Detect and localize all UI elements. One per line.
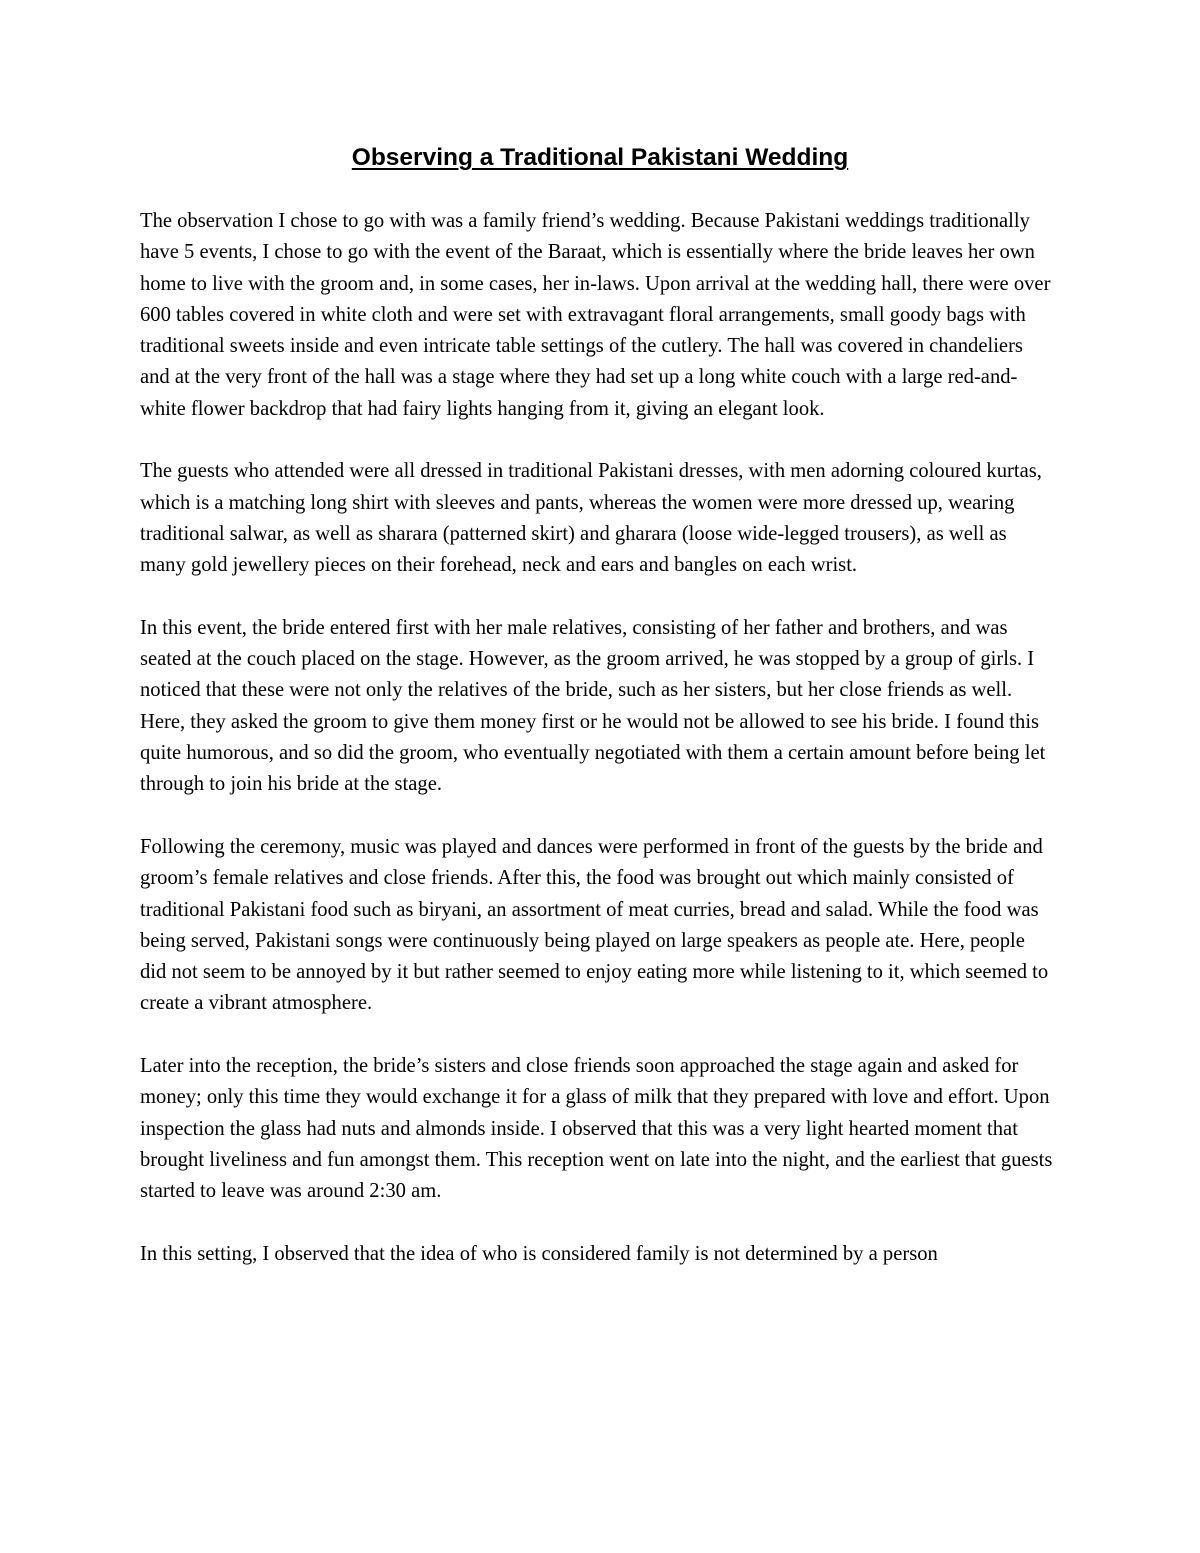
document-body [140,206,1056,1301]
paragraph: Following the ceremony, music was played and dances were performed in front of the guests by the bride and groom’s female relatives and close friends. After this, the food was brought out which mainly consisted of traditional Pakistani food such as biryani, an assortment of meat curries, bread and salad. While the food was being served, Pakistani songs were continuously being played on large speakers as people ate. Here, people did not seem to be annoyed by it but rather seemed to enjoy eating more while listening to it, which seemed to create a vibrant atmosphere. [140,835,1049,1015]
paragraph: The guests who attended were all dressed in traditional Pakistani dresses, with men adorning coloured kurtas, which is a matching long shirt with sleeves and pants, whereas the women were more dressed up, wearing traditional salwar, as well as sharara (patterned skirt) and gharara (loose wide-legged trousers), as well as many gold jewellery pieces on their forehead, neck and ears and bangles on each wrist. [140,460,1042,577]
paragraph: Later into the reception, the bride’s sisters and close friends soon approached the stage again and asked for money; only this time they would exchange it for a glass of milk that they prepared with love and effort. Upon inspection the glass had nuts and almonds inside. I observed that this was a very light hearted moment that brought liveliness and fun amongst them. This reception went on late into the night, and the earliest that guests started to leave was around 2:30 am. [140,1055,1053,1203]
paragraph: In this event, the bride entered first with her male relatives, consisting of her father and brothers, and was seated at the couch placed on the stage. However, as the groom arrived, he was stopped by a group of girls. I noticed that these were not only the relatives of the bride, such as her sisters, but her close friends as well. Here, they asked the groom to give them money first or he would not be allowed to see his bride. I found this quite humorous, and so did the groom, who eventually negotiated with them a certain amount before being let through to join his bride at the stage. [140,616,1046,796]
document-title: Observing a Traditional Pakistani Wedding [351,144,849,171]
paragraph: In this setting, I observed that the idea of who is considered family is not determined by a person [140,1242,938,1265]
paragraph: The observation I chose to go with was a family friend’s wedding. Because Pakistani weddings traditionally have 5 events, I chose to go with the event of the Baraat, which is essentially where the bride leaves her own home to live with the groom and, in some cases, her in-laws. Upon arrival at the wedding hall, there were over 600 tables covered in white cloth and were set with extravagant floral arrangements, small goody bags with traditional sweets inside and even intricate table settings of the cutlery. The hall was covered in chandeliers and at the very front of the hall was a stage where they had set up a long white couch with a large red-and-white flower backdrop that had fairy lights hanging from it, giving an elegant look. [140,210,1051,420]
